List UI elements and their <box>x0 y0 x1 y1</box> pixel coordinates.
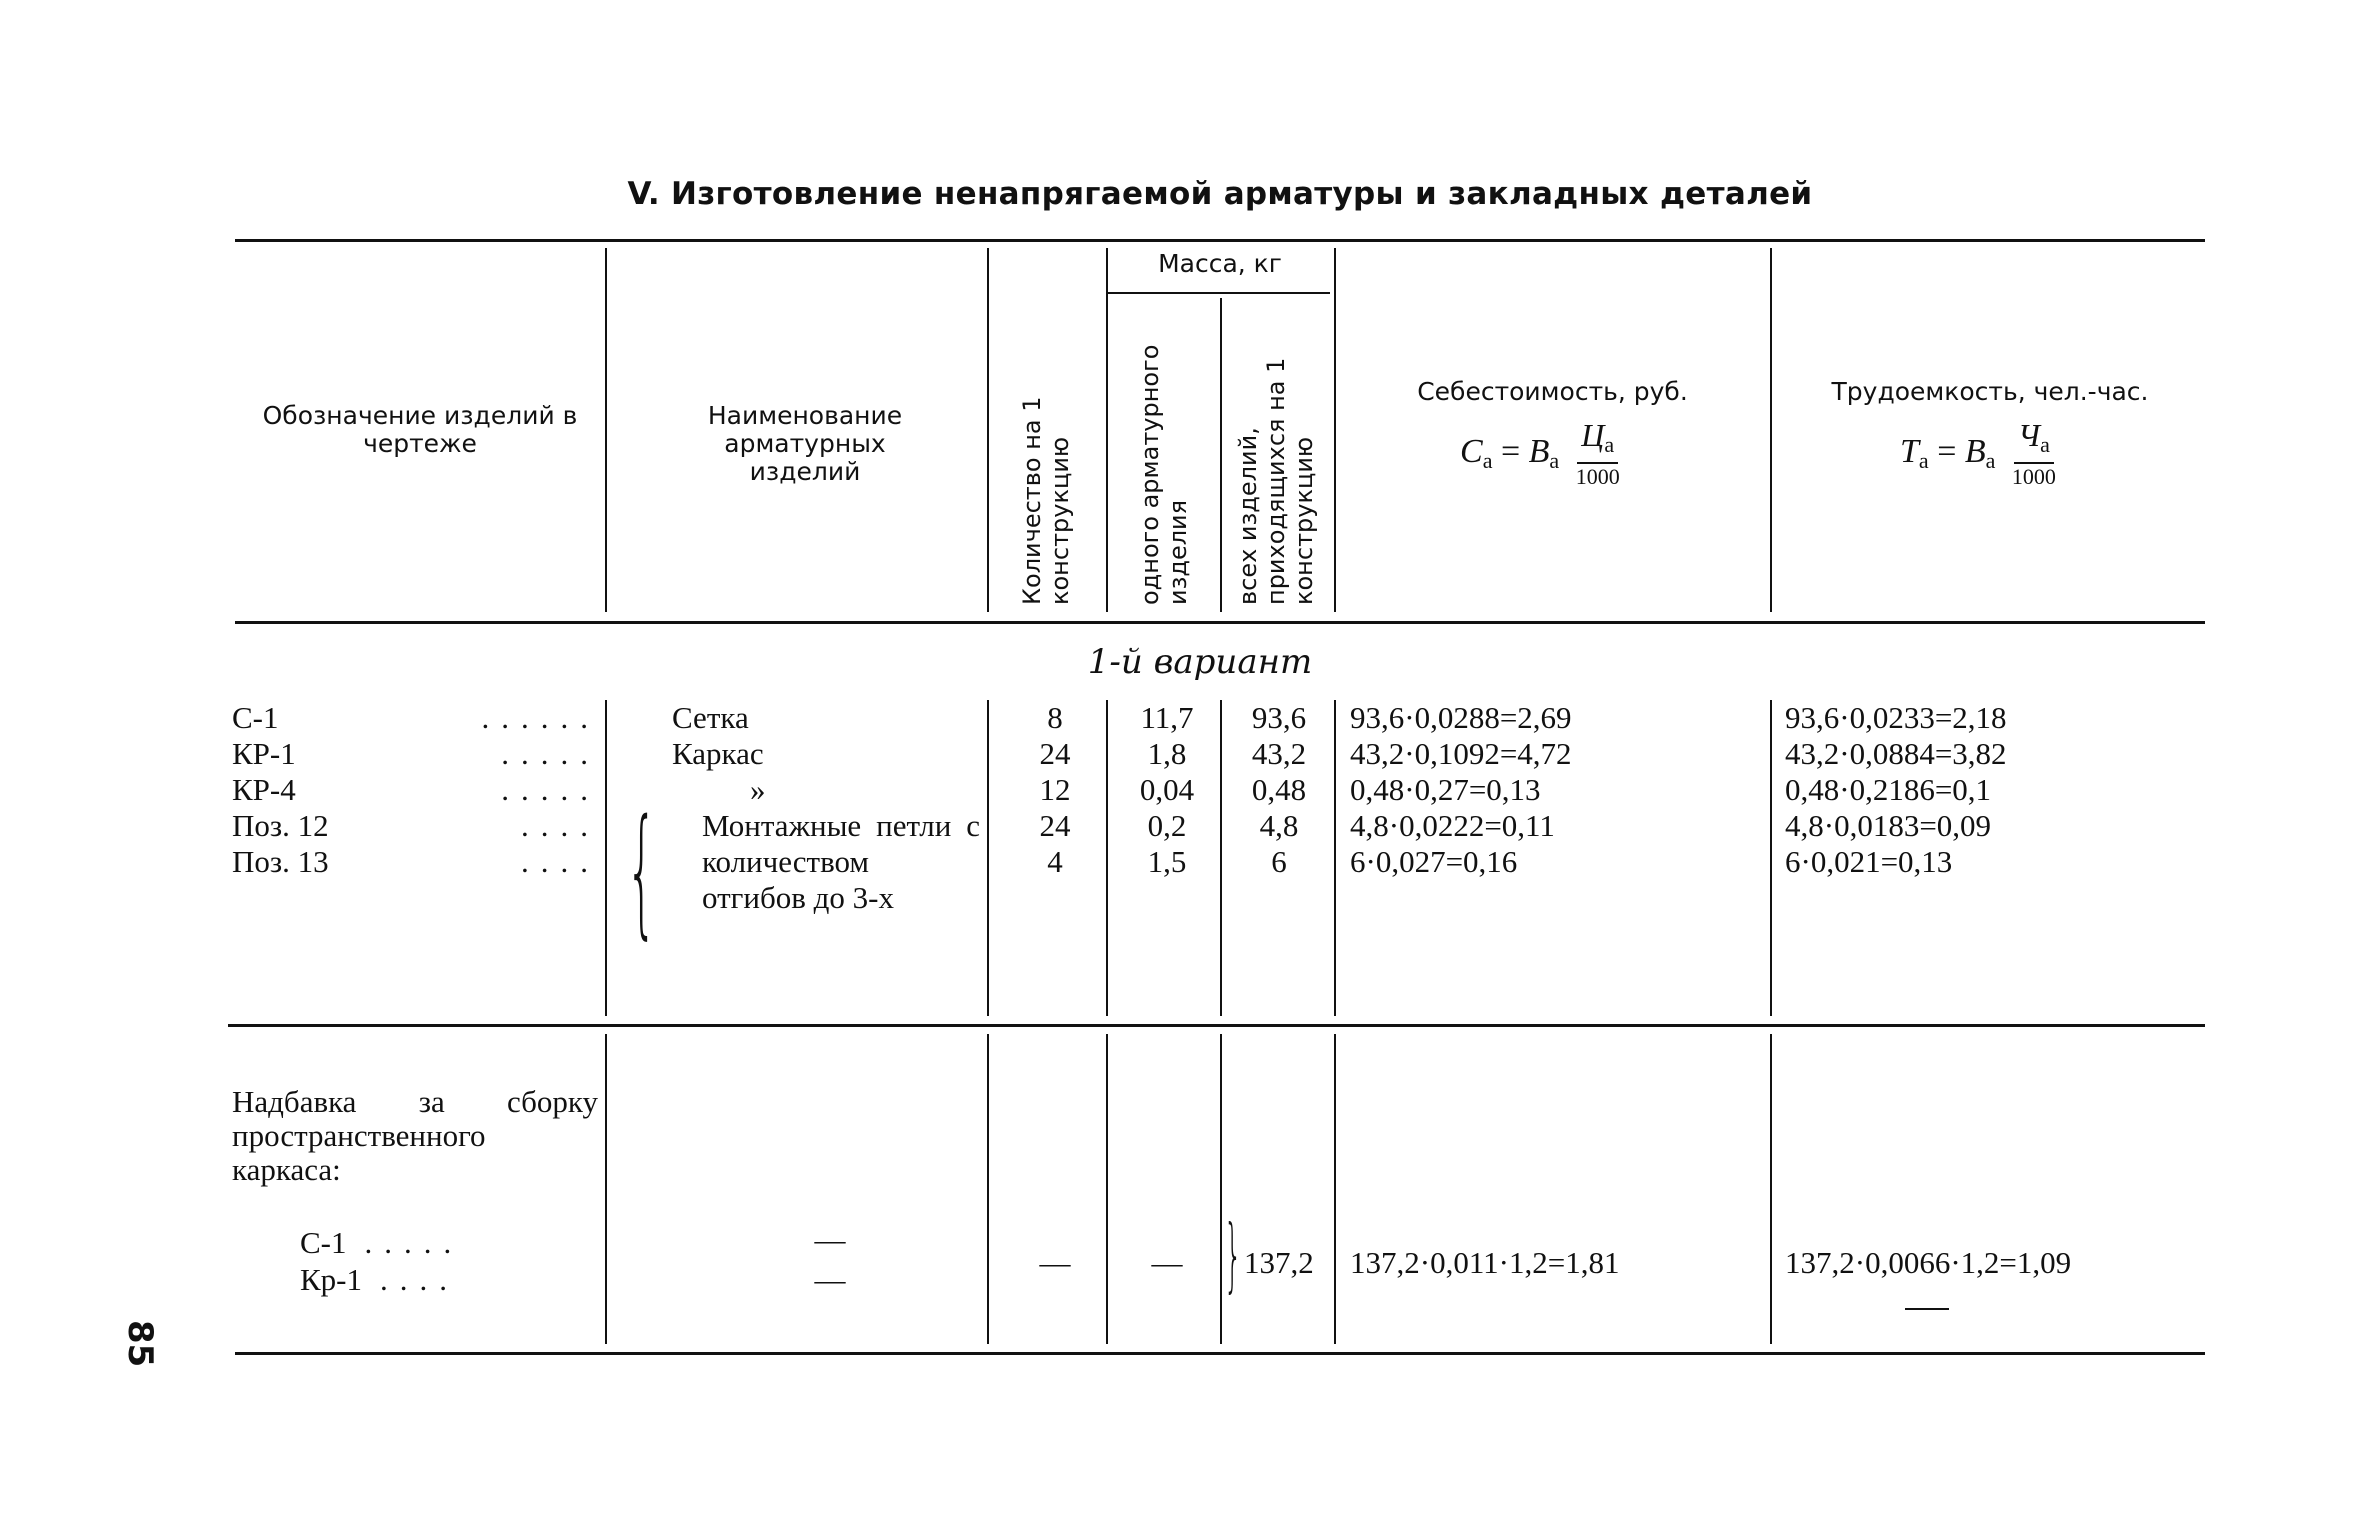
col-rule <box>605 700 607 1016</box>
cell-mass-all: 0,48 <box>1251 772 1307 807</box>
cell-labor: 4,8·0,0183=0,09 <box>1785 808 1992 843</box>
cell-qty: 24 <box>1039 736 1071 771</box>
leader-dots: ..... <box>501 736 600 771</box>
cost-formula-num-sub: а <box>1604 432 1615 457</box>
labor-formula-fraction <box>2012 418 2056 490</box>
col-rule <box>1770 248 1772 612</box>
designation-text: Поз. 13 <box>232 844 329 879</box>
cell-mass-one: 0,04 <box>1139 772 1195 807</box>
col-rule <box>1220 298 1222 612</box>
cell-cost: 43,2·0,1092=4,72 <box>1350 736 1572 771</box>
header-designation: Обозначение изделий в чертеже <box>262 401 578 458</box>
cost-formula-num: Ц <box>1581 417 1605 453</box>
variant-label: 1-й вариант <box>1087 642 1313 682</box>
cell-labor: 43,2·0,0884=3,82 <box>1785 736 2007 771</box>
cost-formula-fraction <box>1576 418 1620 490</box>
labor-formula-b: B <box>1964 432 1986 470</box>
surcharge-labor: 137,2·0,0066·1,2=1,09 <box>1785 1245 2072 1280</box>
surcharge-cost: 137,2·0,011·1,2=1,81 <box>1350 1245 1620 1280</box>
col-rule <box>1334 248 1336 612</box>
header-quantity: Количество на 1 конструкцию <box>1018 396 1074 605</box>
cell-mass-all: 4,8 <box>1259 808 1299 843</box>
designation-text: Поз. 12 <box>232 808 329 843</box>
header-mass-all: всех изделий, приходящихся на 1 конструкцию <box>1234 357 1318 605</box>
surcharge-item-kr1 <box>300 1262 459 1298</box>
header-mass-group: Масса, кг <box>1158 249 1282 278</box>
cell-qty: 8 <box>1047 700 1063 735</box>
table-title: V. Изготовление ненапрягаемой арматуры и закладных деталей <box>627 176 1813 212</box>
cell-mass-all: 6 <box>1271 844 1287 879</box>
cost-formula <box>1460 418 1620 490</box>
cost-formula-den: 1000 <box>1575 464 1620 489</box>
surcharge-item-dots: ..... <box>364 1225 464 1260</box>
rule-section-divider <box>228 1024 2205 1027</box>
col-rule <box>987 248 989 612</box>
designation-text: КР-4 <box>232 772 296 807</box>
surcharge-mass-one: — <box>1151 1245 1183 1280</box>
cell-mass-all: 93,6 <box>1251 700 1307 735</box>
col-rule <box>605 1034 607 1344</box>
cell-cost: 6·0,027=0,16 <box>1350 844 1518 879</box>
surcharge-item-dots: .... <box>380 1262 459 1297</box>
labor-formula-den: 1000 <box>2011 464 2056 489</box>
col-rule <box>1770 700 1772 1016</box>
surcharge-name-mark: — <box>814 1262 846 1297</box>
designation-text: КР-1 <box>232 736 296 771</box>
leader-dots: .... <box>521 844 600 879</box>
leader-dots: ...... <box>481 700 600 735</box>
surcharge-name-mark: — <box>814 1222 846 1257</box>
col-rule <box>987 700 989 1016</box>
col-rule <box>1334 1034 1336 1344</box>
leader-dots: ..... <box>501 772 600 807</box>
header-labor: Трудоемкость, чел.-час. <box>1831 377 2149 406</box>
cost-formula-lhs-sub: а <box>1482 447 1493 473</box>
rule-mass-group <box>1108 292 1330 294</box>
header-mass-one: одного арматурного изделия <box>1136 344 1192 605</box>
cell-qty: 24 <box>1039 808 1071 843</box>
cell-labor: 93,6·0,0233=2,18 <box>1785 700 2007 735</box>
labor-formula-num-sub: а <box>2040 432 2050 457</box>
labor-formula <box>1900 418 2056 490</box>
cell-labor: 0,48·0,2186=0,1 <box>1785 772 1992 807</box>
cell-cost: 0,48·0,27=0,13 <box>1350 772 1541 807</box>
leader-dots: .... <box>521 808 600 843</box>
cost-formula-lhs: C <box>1460 432 1483 470</box>
labor-formula-lhs-sub: а <box>1918 447 1929 473</box>
cell-mass-one: 0,2 <box>1147 808 1187 843</box>
surcharge-label: Надбавка за сборку пространственного каркаса: <box>232 1084 598 1187</box>
col-rule <box>605 248 607 612</box>
cell-designation <box>232 736 600 772</box>
col-rule <box>1106 700 1108 1016</box>
rule-bottom <box>235 1352 2205 1355</box>
cell-mass-one: 1,5 <box>1147 844 1187 879</box>
labor-formula-equals: = <box>1937 432 1957 470</box>
cell-designation <box>232 772 600 808</box>
loops-brace: { <box>626 790 658 953</box>
labor-underline-mark <box>1905 1308 1949 1310</box>
cell-qty: 4 <box>1047 844 1063 879</box>
cell-labor: 6·0,021=0,13 <box>1785 844 1953 879</box>
col-rule <box>1770 1034 1772 1344</box>
labor-formula-b-sub: а <box>1985 447 1996 473</box>
cell-mass-one: 1,8 <box>1147 736 1187 771</box>
rule-header-bottom <box>235 621 2205 624</box>
cell-name: Каркас <box>672 736 764 771</box>
cell-name: Сетка <box>672 700 749 735</box>
labor-formula-num: Ч <box>2018 417 2041 453</box>
labor-formula-lhs: T <box>1900 432 1919 470</box>
surcharge-brace: } <box>1224 1208 1242 1301</box>
col-rule <box>987 1034 989 1344</box>
surcharge-mass-all: 137,2 <box>1244 1245 1314 1280</box>
designation-text: С-1 <box>232 700 279 735</box>
surcharge-item-designation: Кр-1 <box>300 1262 362 1297</box>
col-rule <box>1106 248 1108 612</box>
surcharge-item-designation: С-1 <box>300 1225 347 1260</box>
cell-cost: 4,8·0,0222=0,11 <box>1350 808 1555 843</box>
surcharge-qty: — <box>1039 1245 1071 1280</box>
rule-top <box>235 239 2205 242</box>
cell-designation <box>232 700 600 736</box>
page-number: 85 <box>120 1320 160 1368</box>
col-rule <box>1334 700 1336 1016</box>
header-name: Наименование арматурных изделий <box>707 401 903 486</box>
cost-formula-equals: = <box>1500 432 1521 470</box>
col-rule <box>1220 1034 1222 1344</box>
cost-formula-b: B <box>1528 432 1550 470</box>
loops-name: Монтажные петли с количеством отгибов до 3-х <box>702 808 980 915</box>
cell-designation <box>232 844 600 880</box>
cell-qty: 12 <box>1039 772 1071 807</box>
cell-mass-all: 43,2 <box>1251 736 1307 771</box>
cost-formula-b-sub: а <box>1549 447 1560 473</box>
cell-cost: 93,6·0,0288=2,69 <box>1350 700 1572 735</box>
header-cost: Себестоимость, руб. <box>1417 377 1688 406</box>
col-rule <box>1106 1034 1108 1344</box>
cell-designation <box>232 808 600 844</box>
cell-mass-one: 11,7 <box>1140 700 1194 735</box>
cell-name: » <box>750 772 766 807</box>
surcharge-item-c1 <box>300 1225 463 1261</box>
